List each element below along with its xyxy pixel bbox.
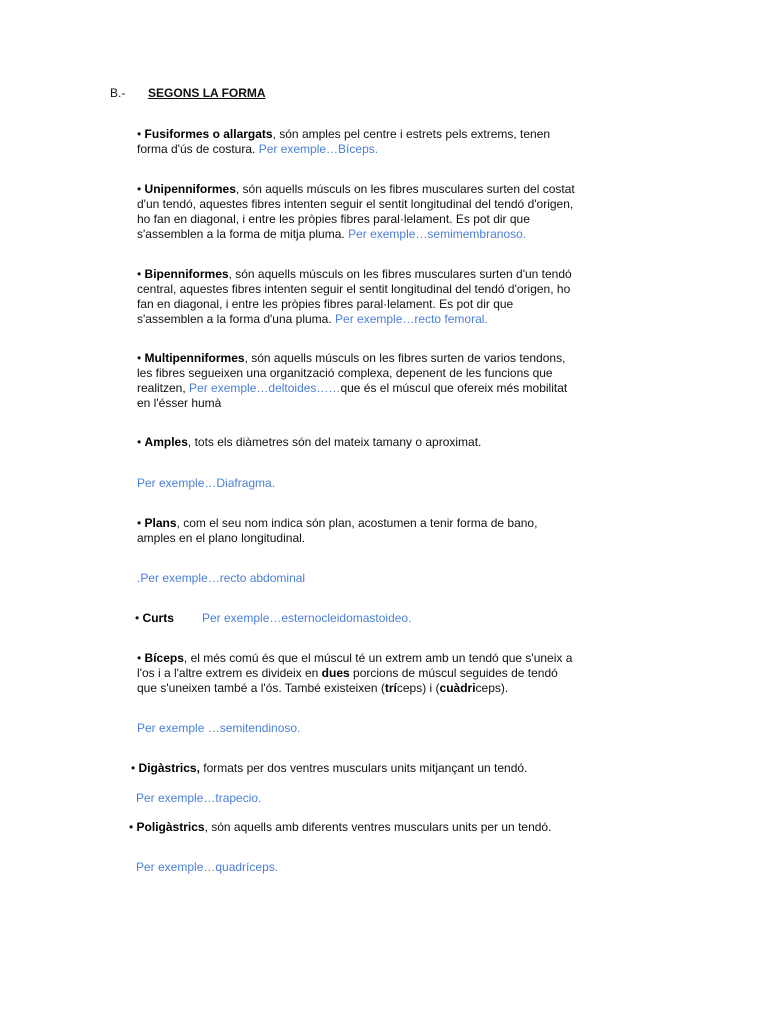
text: ceps) i ( <box>396 681 440 695</box>
text: s'assemblen a la forma de mitja pluma. <box>137 227 349 241</box>
bullet: • <box>137 435 145 449</box>
bullet: • <box>137 351 145 365</box>
term: dues <box>321 666 350 680</box>
text: que és el múscul que ofereix més mobilitat <box>340 381 568 395</box>
term: Amples <box>144 435 188 449</box>
item-line <box>137 435 481 450</box>
item-line <box>137 312 572 327</box>
bullet: • <box>131 761 139 775</box>
item-line <box>137 681 572 696</box>
bullet: • <box>135 611 143 625</box>
item-line <box>137 666 572 681</box>
item-line: amples en el plano longitudinal. <box>137 531 306 545</box>
list-item-plans <box>137 516 537 546</box>
text: , com el seu nom indica són plan, acostumen a tenir forma de bano, <box>176 516 538 530</box>
term: Digàstrics, <box>138 761 200 775</box>
example-poligastrics: Per exemple…quadríceps. <box>136 860 279 874</box>
list-item-multipenniformes <box>137 351 567 411</box>
item-line <box>137 227 575 242</box>
term: Bipenniformes <box>144 267 229 281</box>
bullet: • <box>137 182 145 196</box>
text: s'assemblen a la forma d'una pluma. <box>137 312 336 326</box>
text: , el més comú és que el múscul té un extrem amb un tendó que s'uneix a <box>183 651 573 665</box>
example-text: Per exemple…deltoides…… <box>189 381 341 395</box>
text: realitzen, <box>137 381 190 395</box>
term: cuàdri <box>439 681 476 695</box>
list-item-amples <box>137 435 481 450</box>
term: Poligàstrics <box>136 820 205 834</box>
term: Bíceps <box>144 651 184 665</box>
text: , són aquells músculs on les fibres surten de varios tendons, <box>244 351 566 365</box>
item-line <box>137 651 572 666</box>
item-line <box>137 127 550 142</box>
term: trí <box>384 681 397 695</box>
section-heading-title: SEGONS LA FORMA <box>148 86 266 100</box>
term: Plans <box>144 516 177 530</box>
item-line <box>137 381 567 396</box>
item-line: d'un tendó, aquestes fibres intenten seguir el sentit longitudinal del tendó d'origen, <box>137 197 574 211</box>
term: Unipenniformes <box>144 182 236 196</box>
example-curts: Per exemple…esternocleidomastoideo. <box>202 611 412 625</box>
list-item-curts <box>135 611 174 626</box>
text: , són aquells músculs on les fibres musculares surten d'un tendó <box>228 267 572 281</box>
text: que s'uneixen també a l'ós. També existeixen ( <box>137 681 385 695</box>
list-item-unipenniformes <box>137 182 575 242</box>
section-heading <box>110 86 266 101</box>
list-item-digastrics <box>131 761 527 776</box>
text: l'os i a l'altre extrem es divideix en <box>137 666 322 680</box>
text: ceps). <box>475 681 509 695</box>
text: , tots els diàmetres són del mateix tamany o aproximat. <box>187 435 482 449</box>
text: forma d'ús de costura. <box>137 142 259 156</box>
example-text: Per exemple…semimembranoso. <box>348 227 527 241</box>
item-line <box>137 182 575 197</box>
item-line <box>137 142 550 157</box>
item-line: en l'ésser humà <box>137 396 222 410</box>
example-plans: .Per exemple…recto abdominal <box>137 571 306 585</box>
item-line <box>137 351 567 366</box>
list-item-fusiformes <box>137 127 550 157</box>
text: , són aquells músculs on les fibres musculares surten del costat <box>235 182 575 196</box>
item-line: les fibres segueixen una organització complexa, depenent de les funcions que <box>137 366 553 380</box>
bullet: • <box>137 127 145 141</box>
term: Curts <box>142 611 174 625</box>
item-line: central, aquestes fibres intenten seguir el sentit longitudinal del tendó d'origen, ho <box>137 282 571 296</box>
section-heading-prefix: B.- <box>110 86 126 100</box>
list-item-bipenniformes <box>137 267 572 327</box>
example-biceps: Per exemple …semitendinoso. <box>137 721 301 735</box>
example-amples: Per exemple…Diafragma. <box>137 476 276 490</box>
item-line <box>137 267 572 282</box>
term: Multipenniformes <box>144 351 245 365</box>
example-text: Per exemple…recto femoral. <box>335 312 488 326</box>
example-text: Per exemple…Bíceps. <box>258 142 379 156</box>
text: porcions de múscul seguides de tendó <box>349 666 558 680</box>
text: , són aquells amb diferents ventres musculars units per un tendó. <box>204 820 552 834</box>
term: Fusiformes o allargats <box>144 127 273 141</box>
text: , són amples pel centre i estrets pels extrems, tenen <box>272 127 551 141</box>
bullet: • <box>137 267 145 281</box>
text: formats per dos ventres musculars units mitjançant un tendó. <box>199 761 528 775</box>
list-item-biceps <box>137 651 572 696</box>
bullet: • <box>137 516 145 530</box>
item-line: ho fan en diagonal, i entre les pròpies fibres paral·lelament. Es pot dir que <box>137 212 530 226</box>
bullet: • <box>129 820 137 834</box>
list-item-poligastrics <box>129 820 551 835</box>
bullet: • <box>137 651 145 665</box>
example-digastrics: Per exemple…trapecio. <box>136 791 262 805</box>
item-line: fan en diagonal, i entre les pròpies fibres paral·lelament. Es pot dir que <box>137 297 514 311</box>
item-line <box>137 516 537 531</box>
